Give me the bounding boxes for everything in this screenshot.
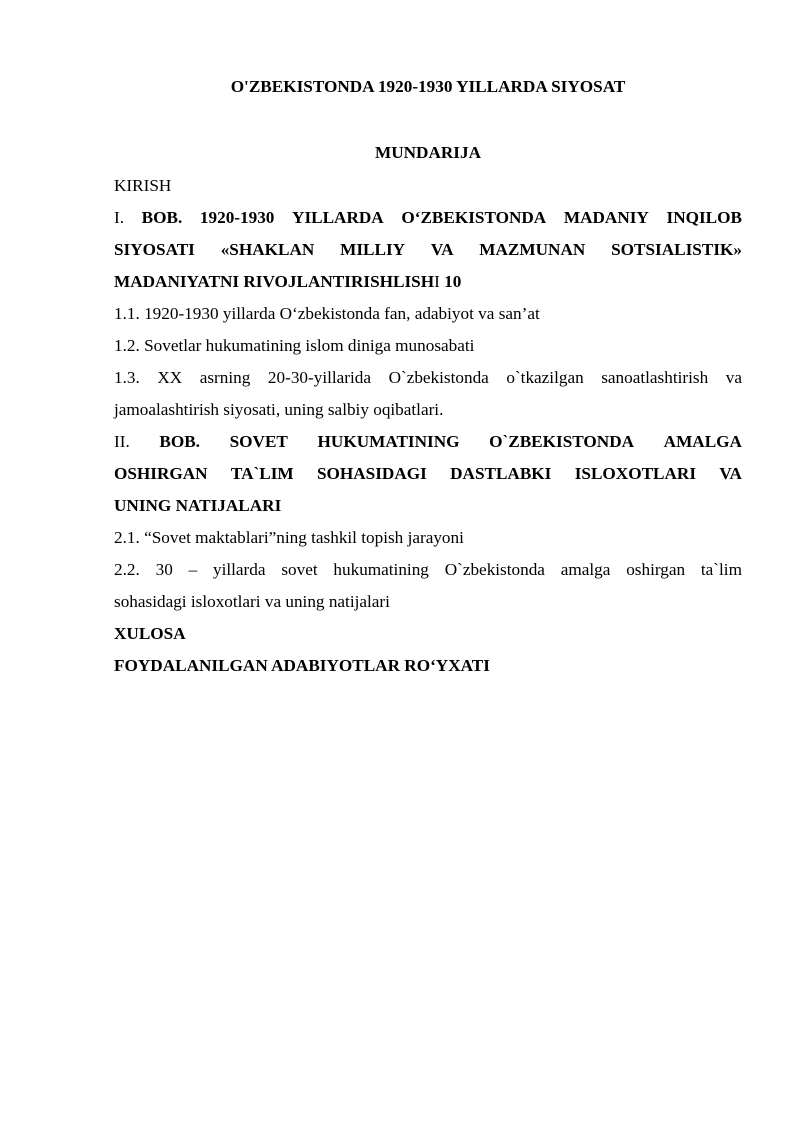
entry-2-2-word: sovet — [281, 560, 318, 579]
document-title: O'ZBEKISTONDA 1920-1930 YILLARDA SIYOSAT — [230, 77, 626, 96]
entry-1-3-word: 1.3. — [114, 368, 140, 387]
chapter-2-word: BOB. — [159, 432, 200, 451]
entry-1-3-word: sanoatlashtirish — [601, 368, 709, 387]
chapter-2-word: SOHASIDAGI — [316, 464, 427, 483]
chapter-1-word: MAZMUNAN — [479, 240, 586, 259]
entry-2-2-word: oshirgan — [626, 560, 686, 579]
entry-1-3-word: o`tkazilgan — [506, 368, 584, 387]
entry-2-2-word: 30 — [155, 560, 173, 579]
entry-2-2-word: 2.2. — [114, 560, 140, 579]
table-of-contents — [114, 170, 742, 682]
toc-entry-2-2 — [114, 554, 742, 618]
chapter-1-word: SOTSIALISTIK» — [611, 240, 742, 259]
chapter-1-word: INQILOB — [666, 208, 742, 227]
chapter-1-line-2 — [114, 234, 742, 266]
chapter-2-word: OSHIRGAN — [114, 464, 208, 483]
chapter-2-word: ISLOXOTLARI — [574, 464, 697, 483]
chapter-2-word: AMALGA — [663, 432, 742, 451]
chapter-2-word: DASTLABKI — [450, 464, 552, 483]
chapter-1-title-tail: I — [434, 272, 440, 291]
entry-1-3-word: 20-30-yillarida — [267, 368, 371, 387]
toc-entry-1-3 — [114, 362, 742, 426]
chapter-1-word: MILLIY — [340, 240, 406, 259]
entry-2-2-word: yillarda — [213, 560, 266, 579]
toc-entry-2-1: 2.1. “Sovet maktablari”ning tashkil topish jarayoni — [114, 528, 464, 547]
toc-entry-chapter-2 — [114, 426, 742, 522]
chapter-2-word: SOVET — [229, 432, 288, 451]
chapter-2-line-2 — [114, 458, 742, 490]
entry-2-2-word: ta`lim — [700, 560, 742, 579]
chapter-2-word: O`ZBEKISTONDA — [489, 432, 635, 451]
chapter-1-word: YILLARDA — [292, 208, 384, 227]
entry-1-3-word: va — [725, 368, 742, 387]
entry-2-2-word: O`zbekistonda — [444, 560, 545, 579]
chapter-2-line-3: UNING NATIJALARI — [114, 496, 282, 515]
entry-2-2-word: – — [188, 560, 198, 579]
chapter-1-word: MADANIY — [563, 208, 649, 227]
chapter-2-word: TA`LIM — [230, 464, 294, 483]
toc-entry-chapter-1 — [114, 202, 742, 298]
toc-entry-1-2: 1.2. Sovetlar hukumatining islom diniga munosabati — [114, 336, 475, 355]
chapter-1-title-end: MADANIYATNI RIVOJLANTIRISHLISH — [114, 272, 435, 291]
toc-heading: MUNDARIJA — [375, 143, 481, 162]
toc-entry-intro: KIRISH — [114, 176, 172, 195]
chapter-2-word: HUKUMATINING — [317, 432, 460, 451]
chapter-1-page-number: 10 — [439, 272, 462, 291]
chapter-1-line-1 — [114, 202, 742, 234]
entry-2-2-line-2: sohasidagi isloxotlari va uning natijalari — [114, 592, 390, 611]
toc-entry-references: FOYDALANILGAN ADABIYOTLAR RO‘YXATI — [114, 656, 490, 675]
toc-entry-1-1: 1.1. 1920-1930 yillarda O‘zbekistonda fan, adabiyot va san’at — [114, 304, 540, 323]
entry-2-2-word: hukumatining — [333, 560, 429, 579]
chapter-1-word: VA — [430, 240, 454, 259]
chapter-1-word: SIYOSATI — [114, 240, 195, 259]
chapter-1-word: «SHAKLAN — [220, 240, 315, 259]
chapter-1-line-3 — [114, 266, 742, 298]
chapter-1-numeral: I. — [114, 208, 125, 227]
chapter-1-word: 1920-1930 — [199, 208, 275, 227]
entry-1-3-word: O`zbekistonda — [388, 368, 489, 387]
chapter-1-word: BOB. — [141, 208, 183, 227]
toc-entry-conclusion: XULOSA — [114, 624, 186, 643]
chapter-2-numeral: II. — [114, 432, 130, 451]
chapter-2-word: VA — [719, 464, 742, 483]
chapter-2-line-1 — [114, 426, 742, 458]
entry-1-3-line-1 — [114, 362, 742, 394]
entry-1-3-word: asrning — [199, 368, 251, 387]
chapter-1-word: O‘ZBEKISTONDA — [401, 208, 547, 227]
entry-2-2-word: amalga — [560, 560, 611, 579]
entry-2-2-line-1 — [114, 554, 742, 586]
entry-1-3-line-2: jamoalashtirish siyosati, uning salbiy oqibatlari. — [114, 400, 444, 419]
entry-1-3-word: XX — [157, 368, 183, 387]
